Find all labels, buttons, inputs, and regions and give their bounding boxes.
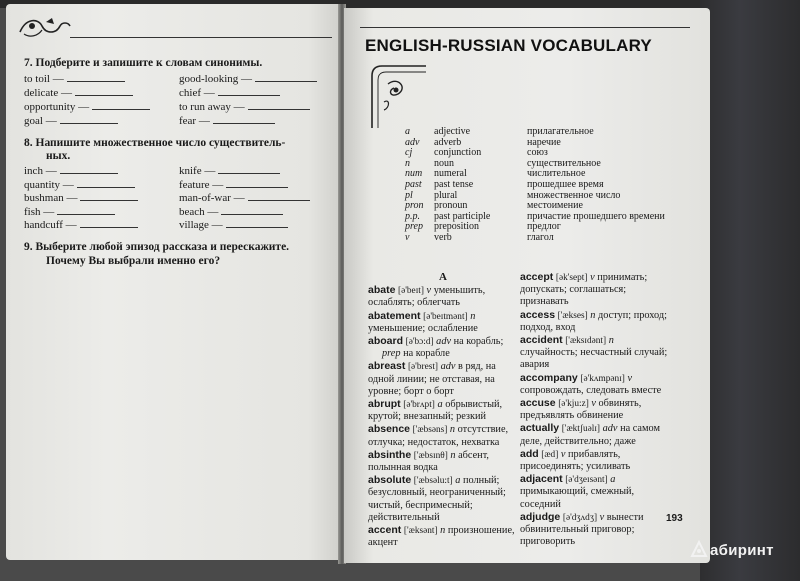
page-number: 193 <box>666 513 683 524</box>
headword: absence <box>368 423 411 436</box>
abbreviation-russian: местоимение <box>527 200 583 212</box>
transcription: [ə'beɪtmənt] <box>423 311 468 322</box>
abbreviation-english: plural <box>434 189 458 201</box>
transcription: ['æbsɪnθ] <box>413 450 448 461</box>
part-of-speech: n <box>450 449 456 461</box>
exercise-7-word <box>179 85 280 99</box>
abbreviation-english: preposition <box>434 221 479 233</box>
abbreviation-english: numeral <box>434 168 467 180</box>
exercise-8-word <box>179 163 280 177</box>
transcription: [ə'kju:z] <box>558 399 589 410</box>
transcription: ['ækses] <box>557 310 588 321</box>
abbreviation-russian: множественное число <box>527 189 621 201</box>
labirint-logo-icon <box>690 540 708 558</box>
headword: accident <box>520 334 563 347</box>
vocab-column-1 <box>368 271 518 549</box>
answer-blank[interactable] <box>80 217 138 228</box>
transcription: ['æktʃuəlɪ] <box>561 424 601 435</box>
abbreviation-english: verb <box>434 232 452 243</box>
word-label: handcuff — <box>24 219 77 232</box>
word-label: inch — <box>24 165 57 177</box>
abbreviation: prep <box>405 221 423 233</box>
vocab-entry <box>520 422 670 447</box>
headword: abreast <box>368 360 406 373</box>
word-label: fish — <box>24 205 55 218</box>
exercise-8-title-line1: 8. Напишите множественное число существитель- <box>24 137 286 149</box>
answer-blank[interactable] <box>92 99 150 110</box>
headword: aboard <box>368 335 404 348</box>
word-label: goal — <box>24 115 57 127</box>
definition: принимать; допускать; соглашаться; признавать <box>520 272 648 308</box>
abbreviation: cj <box>405 147 413 159</box>
transcription: ['æksənt] <box>403 526 438 537</box>
vocab-entry <box>368 310 518 335</box>
abbreviation-english: past participle <box>434 210 491 222</box>
abbreviation-english: adverb <box>434 136 462 148</box>
exercise-9-line1: 9. Выберите любой эпизод рассказа и перескажите. <box>24 241 290 253</box>
answer-blank[interactable] <box>213 113 275 124</box>
part-of-speech: v <box>426 285 432 297</box>
abbreviation-russian: глагол <box>527 232 554 243</box>
definition: обвинять, предъявлять обвинение <box>520 398 642 422</box>
exercise-9-line2: Почему Вы выбрали именно его? <box>46 255 221 267</box>
word-label: to toil — <box>24 73 64 85</box>
transcription: [ə'dʒʌdʒ] <box>562 512 598 523</box>
definition: абсент, полынная водка <box>368 449 489 474</box>
word-label: village — <box>179 219 223 232</box>
abbreviation-russian: числительное <box>527 168 586 180</box>
answer-blank[interactable] <box>75 85 133 96</box>
answer-blank[interactable] <box>255 71 317 82</box>
background-dark-surface <box>700 0 800 581</box>
vocab-entry <box>520 397 670 422</box>
headword: accuse <box>520 397 556 410</box>
part-of-speech: v <box>590 272 595 283</box>
part-of-speech: a <box>610 474 616 486</box>
abbreviation-russian: союз <box>527 147 548 159</box>
corner-ornament-icon <box>368 62 428 130</box>
part-of-speech: a <box>455 475 461 487</box>
definition: уменьшение; ослабление <box>368 322 478 334</box>
part-of-speech: n <box>608 335 614 347</box>
abbreviation: n <box>405 157 410 169</box>
answer-blank[interactable] <box>60 163 118 174</box>
vocab-column-2 <box>520 271 670 548</box>
word-label: opportunity — <box>24 101 90 113</box>
part-of-speech: n <box>449 424 456 436</box>
answer-blank[interactable] <box>248 99 310 110</box>
abbreviation-english: past tense <box>434 179 474 190</box>
vocab-entry <box>368 449 518 474</box>
vocab-entry <box>520 334 670 372</box>
answer-blank[interactable] <box>77 177 135 188</box>
vocab-entry <box>520 511 670 549</box>
transcription: [ə'kʌmpənɪ] <box>580 373 625 384</box>
headword: absinthe <box>368 448 412 461</box>
definition: примыкающий, смежный, соседний <box>520 486 635 510</box>
watermark-logo <box>690 540 774 559</box>
answer-blank[interactable] <box>67 71 125 82</box>
ornament-icon <box>16 12 76 42</box>
exercise-7-word <box>24 99 150 113</box>
word-label: bushman — <box>24 192 78 205</box>
definition: доступ; проход; подход, вход <box>520 309 667 333</box>
answer-blank[interactable] <box>221 204 283 215</box>
headword: accompany <box>520 371 578 384</box>
definition: полный; безусловный, неограниченный; чистый, беспримесный; действительный <box>368 475 506 523</box>
abbreviation-russian: причастие прошедшего времени <box>527 210 665 222</box>
transcription: [æd] <box>541 449 559 460</box>
exercise-7-word <box>179 99 310 113</box>
definition: прибавлять, присоединять; усиливать <box>520 448 631 473</box>
abbreviation: pron <box>405 200 424 212</box>
answer-blank[interactable] <box>226 217 288 228</box>
exercise-8-title-line2: ных. <box>46 150 71 162</box>
abbreviation: past <box>405 179 422 190</box>
part-of-speech: adv <box>440 361 456 373</box>
transcription: [ə'dʒeɪsənt] <box>565 475 608 486</box>
part-of-speech: n <box>470 310 476 322</box>
part-of-speech: prep <box>382 348 401 360</box>
part-of-speech: v <box>560 448 566 460</box>
answer-blank[interactable] <box>226 177 288 188</box>
abbreviation-english: pronoun <box>434 200 468 212</box>
vocab-entry <box>368 360 518 398</box>
transcription: ['æksɪdənt] <box>565 336 607 347</box>
word-label: chief — <box>179 87 215 99</box>
exercise-8-word <box>24 163 118 177</box>
headword: access <box>520 308 556 321</box>
vocab-entry <box>368 398 518 423</box>
definition: сопровождать, следовать вместе <box>520 384 662 396</box>
transcription: ['æbsəlu:t] <box>413 476 453 487</box>
part-of-speech: v <box>599 511 605 523</box>
transcription: [ək'sept] <box>555 273 588 283</box>
definition: на самом деле, действительно; даже <box>520 423 660 447</box>
vocabulary-title: ENGLISH-RUSSIAN VOCABULARY <box>365 36 652 55</box>
abbreviation-english: adjective <box>434 126 471 137</box>
answer-blank[interactable] <box>80 190 138 201</box>
definition: обрывистый, крутой; внезапный; резкий <box>368 399 503 423</box>
headword: abate <box>368 284 396 297</box>
exercise-7-word <box>179 71 317 85</box>
answer-blank[interactable] <box>248 190 310 201</box>
exercise-8-word <box>179 217 288 231</box>
headword: adjacent <box>520 473 563 486</box>
word-label: beach — <box>179 205 219 218</box>
abbreviation-english: conjunction <box>434 147 482 159</box>
answer-blank[interactable] <box>218 85 280 96</box>
word-label: fear — <box>179 115 210 127</box>
vocab-entry <box>520 271 670 309</box>
part-of-speech: adv <box>436 336 452 348</box>
exercise-7-word <box>24 71 125 85</box>
word-label: quantity — <box>24 178 74 191</box>
vocab-entry <box>520 309 670 334</box>
headword: add <box>520 447 539 460</box>
exercise-8-word <box>179 190 310 204</box>
abbreviation: pl <box>405 189 413 201</box>
vocab-entry <box>368 284 518 309</box>
definition: случайность; несчастный случай; авария <box>520 347 668 371</box>
definition: на корабль; <box>453 336 504 348</box>
word-label: knife — <box>179 165 216 177</box>
abbreviation-russian: существительное <box>527 157 601 169</box>
exercise-8-word <box>179 204 283 218</box>
part-of-speech: n <box>440 525 446 537</box>
abbreviation-russian: прилагательное <box>527 126 594 137</box>
headword: accent <box>368 524 402 537</box>
abbreviation: adv <box>405 136 420 148</box>
vocab-entry <box>520 473 670 511</box>
exercise-8-word <box>24 177 135 191</box>
part-of-speech: adv <box>602 423 618 435</box>
abbreviation: p.p. <box>405 210 420 222</box>
headword: abrupt <box>368 398 401 411</box>
right-header-rule <box>360 27 690 28</box>
transcription: [ə'brest] <box>407 362 439 373</box>
definition: на корабле <box>403 348 450 360</box>
vocab-entry <box>520 372 670 397</box>
abbreviation-russian: наречие <box>527 136 561 148</box>
definition: вынести обвинительный приговор; приговорить <box>520 511 644 548</box>
exercise-7-word <box>24 85 133 99</box>
headword: actually <box>520 422 560 435</box>
word-label: delicate — <box>24 87 72 99</box>
word-label: to run away — <box>179 101 245 113</box>
vocab-entry <box>368 524 518 549</box>
transcription: ['æbsəns] <box>412 425 448 436</box>
part-of-speech: n <box>590 309 596 321</box>
definition: в ряд, на одной линии; не отставая, на уровне; борт о борт <box>368 361 496 397</box>
part-of-speech: v <box>627 372 633 384</box>
transcription: [ə'bɔ:d] <box>405 337 434 348</box>
vocab-entry <box>368 423 518 448</box>
definition: отсутствие, отлучка; недостаток, нехватка <box>368 424 509 448</box>
answer-blank[interactable] <box>57 204 115 215</box>
answer-blank[interactable] <box>60 113 118 124</box>
headword: abatement <box>368 309 421 322</box>
exercise-7-title: 7. Подберите и запишите к словам синонимы. <box>24 57 263 69</box>
exercise-7-word <box>179 113 275 127</box>
headword: absolute <box>368 474 412 487</box>
word-label: man-of-war — <box>179 192 245 205</box>
exercise-8-word <box>24 204 115 218</box>
watermark-text: абиринт <box>710 542 774 559</box>
exercise-8-word <box>24 217 138 231</box>
abbreviation: v <box>405 232 410 243</box>
part-of-speech: a <box>437 399 443 411</box>
part-of-speech: v <box>591 398 596 410</box>
headword: accept <box>520 271 554 283</box>
definition: произношение, акцент <box>368 525 515 549</box>
abbreviation: num <box>405 168 423 180</box>
abbreviation: a <box>405 126 410 137</box>
word-label: good-looking — <box>179 73 253 85</box>
vocab-entry <box>368 474 518 524</box>
transcription: [ə'brʌpt] <box>403 400 435 411</box>
exercise-7-word <box>24 113 118 127</box>
exercise-8-word <box>179 177 288 191</box>
definition: уменьшить, ослаблять; облегчать <box>368 285 486 309</box>
abbreviation-russian: предлог <box>527 221 561 233</box>
header-rule <box>70 37 332 38</box>
abbreviation-russian: прошедшее время <box>527 179 604 190</box>
answer-blank[interactable] <box>218 163 280 174</box>
vocab-entry <box>520 448 670 473</box>
exercise-8-word <box>24 190 138 204</box>
transcription: [ə'beɪt] <box>398 286 424 297</box>
headword: adjudge <box>520 510 561 523</box>
vocab-entry <box>368 335 518 360</box>
word-label: feature — <box>179 178 224 191</box>
section-letter: A <box>439 271 447 283</box>
abbreviation-english: noun <box>434 157 454 169</box>
